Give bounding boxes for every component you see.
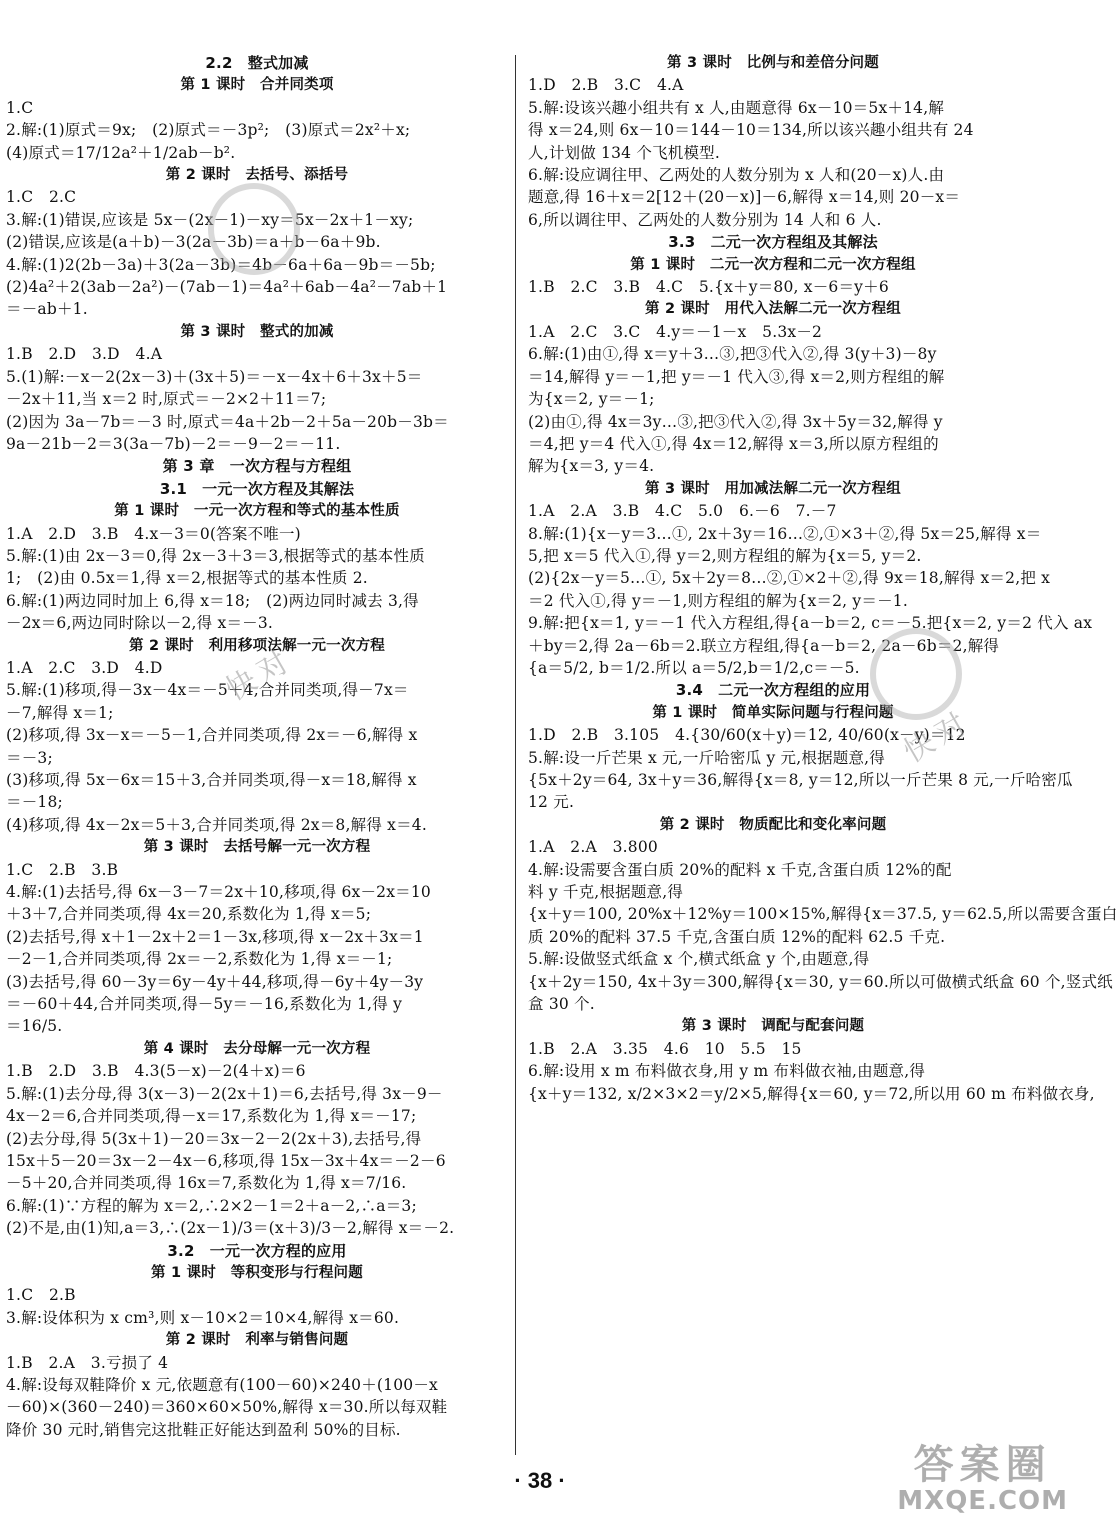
answer-line: 1.B 2.A 3.亏损了 4 [6,1353,169,1372]
answer-line: (2){2x－y＝5…①, 5x＋2y＝8…②,①×2＋②,得 9x＝18,解得 x＝2,把 x [528,569,1051,588]
answer-line: 解为{x＝3, y＝4. [528,457,655,476]
right-column [528,52,1117,1105]
watermark-text: 快对 [219,641,300,709]
answer-line: (2)去分母,得 5(3x＋1)－20＝3x－2－2(2x＋3),去括号,得 [6,1129,422,1148]
answer-line: {a＝5/2, b＝1/2.所以 a＝5/2,b＝1/2,c＝－5. [528,658,860,677]
answer-line: －5＋20,合并同类项,得 16x＝7,系数化为 1,得 x＝7/16. [6,1174,407,1193]
answer-line: (2)移项,得 3x－x＝－5－1,合并同类项,得 2x＝－6,解得 x [6,726,418,745]
section-heading: 第 3 课时 用加减法解二元一次方程组 [645,480,901,497]
answer-line: ＝4,把 y＝4 代入①,得 4x＝12,解得 x＝3,所以原方程组的 [528,434,939,453]
section-heading: 第 2 课时 物质配比和变化率问题 [659,816,887,833]
answer-line: 1.C 2.B 3.B [6,860,119,879]
answer-line: －7,解得 x＝1; [6,703,114,722]
section-heading: 第 1 课时 二元一次方程和二元一次方程组 [630,256,916,273]
answer-line: 为{x＝2, y＝－1; [528,390,655,409]
answer-line: (2)不是,由(1)知,a＝3,∴(2x－1)/3＝(x＋3)/3－2,解得 x＝－2. [6,1219,455,1238]
answer-line: 1.D 2.B 3.C 4.A [528,76,684,95]
answer-line: 1.A 2.A 3.B 4.C 5.0 6.－6 7.－7 [528,502,837,521]
stamp-url: MXQE.COM [897,1486,1068,1517]
answer-line: (2)4a²＋2(3ab－2a²)－(7ab－1)＝4a²＋6ab－4a²－7ab＋1 [6,278,448,297]
answer-line: 1.D 2.B 3.105 4.{30/60(x＋y)＝12, 40/60(x－y)＝12 [528,726,966,745]
answer-line: 质 20%的配料 37.5 千克,含蛋白质 12%的配料 62.5 千克. [528,927,946,946]
answer-line: 5.解:设该兴趣小组共有 x 人,由题意得 6x－10＝5x＋14,解 [528,98,945,117]
answer-line: 15x＋5－20＝3x－2－4x－6,移项,得 15x－3x＋4x＝－2－6 [6,1151,446,1170]
answer-line: 3.解:(1)错误,应该是 5x－(2x－1)－xy＝5x－2x＋1－xy; [6,210,414,229]
section-heading: 3.1 一元一次方程及其解法 [159,479,355,498]
section-heading: 第 3 章 一次方程与方程组 [162,457,352,476]
answer-line: 1.C [6,98,34,117]
answer-line: (2)因为 3a－7b＝－3 时,原式＝4a＋2b－2＋5a－20b－3b＝ [6,412,449,431]
answer-line: 12 元. [528,793,575,812]
watermark-logo [208,183,300,275]
answer-line: (4)移项,得 4x－2x＝5＋3,合并同类项,得 2x＝8,解得 x＝4. [6,815,427,834]
answer-line: 人,计划做 134 个飞机模型. [528,143,720,162]
answer-line: 1.B 2.A 3.35 4.6 10 5.5 15 [528,1039,802,1058]
answer-line: (3)移项,得 5x－6x＝15＋3,合并同类项,得－x＝18,解得 x [6,771,417,789]
answer-line: (2)去括号,得 x＋1－2x＋2＝1－3x,移项,得 x－2x＋3x＝1 [6,927,424,946]
answer-line: ＝14,解得 y＝－1,把 y＝－1 代入③,得 x＝2,则方程组的解 [528,367,945,386]
answer-line: 5.解:(1)移项,得－3x－4x＝－5＋4,合并同类项,得－7x＝ [6,681,409,700]
section-heading: 第 3 课时 调配与配套问题 [681,1018,865,1035]
answer-line: 5.解:(1)去分母,得 3(x－3)－2(2x＋1)＝6,去括号,得 3x－9－ [6,1084,443,1103]
section-heading: 第 3 课时 去括号解一元一次方程 [143,839,371,856]
answer-line: ＝－18; [6,793,63,812]
answer-line: 1.A 2.C 3.D 4.D [6,658,163,677]
answer-line: ＋3＋7,合并同类项,得 4x＝20,系数化为 1,得 x＝5; [6,905,372,924]
answer-line: ＝2 代入①,得 y＝－1,则方程组的解为{x＝2, y＝－1. [528,591,908,610]
section-heading: 第 2 课时 利率与销售问题 [165,1332,349,1349]
section-heading: 第 2 课时 去括号、添括号 [165,167,349,184]
answer-line: 6.解:设应调往甲、乙两处的人数分别为 x 人和(20－x)人.由 [528,166,945,185]
section-heading: 第 4 课时 去分母解一元一次方程 [143,1040,371,1057]
answer-line: (2)错误,应该是(a＋b)－3(2a－3b)＝a＋b－6a＋9b. [6,233,381,252]
answer-line: 得 x＝24,则 6x－10＝144－10＝134,所以该兴趣小组共有 24 [528,121,974,140]
answer-line: 4.解:(1)2(2b－3a)＋3(2a－3b)＝4b－6a＋6a－9b＝－5b; [6,255,436,274]
answer-line: ＝－ab＋1. [6,300,88,319]
answer-line: 4.解:(1)去括号,得 6x－3－7＝2x＋10,移项,得 6x－2x＝10 [6,883,431,902]
section-heading: 第 1 课时 合并同类项 [180,77,334,94]
stamp-title: 答案圈 [913,1442,1052,1489]
answer-line: 6,所以调往甲、乙两处的人数分别为 14 人和 6 人. [528,210,882,229]
answer-line: 1.B 2.D 3.B 4.3(5－x)－2(4＋x)＝6 [6,1062,306,1081]
answer-line: 料 y 千克,根据题意,得 [528,883,684,902]
answer-line: 4.解:设每双鞋降价 x 元,依题意有(100－60)×240＋(100－x [6,1375,438,1394]
answer-line: 8.解:(1){x－y＝3…①, 2x＋3y＝16…②,①×3＋②,得 5x＝25,解得 x＝ [528,524,1042,543]
column-divider [515,55,516,1455]
answer-line: 降价 30 元时,销售完这批鞋正好能达到盈利 50%的目标. [6,1420,401,1439]
answer-line: 6.解:(1)两边同时加上 6,得 x＝18; (2)两边同时减去 3,得 [6,591,419,610]
answer-line: {x＋2y＝150, 4x＋3y＝300,解得{x＝30, y＝60.所以可做横式纸盒 60 个,竖式纸 [528,972,1113,991]
answer-line: (3)去括号,得 60－3y＝6y－4y＋44,移项,得－6y＋4y－3y [6,972,424,991]
answer-line: 1.C 2.B [6,1286,76,1305]
answer-line: 1.C 2.C [6,188,77,207]
answer-line: 9.解:把{x＝1, y＝－1 代入方程组,得{a－b＝2, c＝－5.把{x＝2, y＝2 代入 ax [528,614,1093,633]
answer-line: 5.解:(1)由 2x－3＝0,得 2x－3＋3＝3,根据等式的基本性质 [6,546,425,565]
answer-line: 6.解:(1)∵方程的解为 x＝2,∴2×2－1＝2＋a－2,∴a＝3; [6,1196,417,1215]
section-heading: 第 3 课时 整式的加减 [180,323,334,340]
answer-line: 1.A 2.C 3.C 4.y＝－1－x 5.3x－2 [528,322,823,341]
answer-line: 盒 30 个. [528,995,595,1014]
answer-line: {x＋y＝132, x/2×3×2＝y/2×5,解得{x＝60, y＝72,所以用 60 m 布料做衣身, [528,1084,1095,1103]
site-stamp [897,1443,1068,1516]
section-heading: 第 3 课时 比例与和差倍分问题 [667,55,879,71]
answer-line: 5.解:设一斤芒果 x 元,一斤哈密瓜 y 元,根据题意,得 [528,748,885,767]
answer-line: －2x＝6,两边同时除以－2,得 x＝－3. [6,614,274,633]
section-heading: 第 1 课时 等积变形与行程问题 [151,1264,363,1281]
page-number: · 38 · [514,1468,566,1493]
answer-line: －60)×(360－240)＝360×60×50%,解得 x＝30.所以每双鞋 [6,1398,448,1417]
answer-line: 4x－2＝6,合并同类项,得－x＝17,系数化为 1,得 x＝－17; [6,1107,417,1126]
answer-line: ＋by＝2,得 2a－6b＝2.联立方程组,得{a－b＝2, 2a－6b＝2,解得 [528,636,1000,655]
answer-line: －2－1,合并同类项,得 2x＝－2,系数化为 1,得 x＝－1; [6,950,393,969]
section-heading: 第 2 课时 利用移项法解一元一次方程 [129,637,385,654]
answer-line: 9a－21b－2＝3(3a－7b)－2＝－9－2＝－11. [6,434,341,453]
answer-line: {x＋y＝100, 20%x＋12%y＝100×15%,解得{x＝37.5, y＝62.5,所以需要含蛋白 [528,905,1117,924]
answer-line: 1.A 2.A 3.800 [528,838,658,857]
answer-line: 3.解:设体积为 x cm³,则 x－10×2＝10×4,解得 x＝60. [6,1308,400,1327]
answer-line: ＝－60＋44,合并同类项,得－5y＝－16,系数化为 1,得 y [6,995,403,1014]
section-heading: 第 1 课时 一元一次方程和等式的基本性质 [114,503,400,520]
answer-line: 5,把 x＝5 代入①,得 y＝2,则方程组的解为{x＝5, y＝2. [528,546,922,565]
answer-line: 6.解:(1)由①,得 x＝y＋3…③,把③代入②,得 3(y＋3)－8y [528,345,937,364]
answer-line: －2x＋11,当 x＝2 时,原式＝－2×2＋11＝7; [6,390,327,409]
answer-line: 1; (2)由 0.5x＝1,得 x＝2,根据等式的基本性质 2. [6,569,368,588]
answer-line: 1.B 2.C 3.B 4.C 5.{x＋y＝80, x－6＝y＋6 [528,278,889,297]
section-heading: 第 1 课时 简单实际问题与行程问题 [652,704,894,721]
answer-line: ＝16/5. [6,1017,63,1036]
answer-line: 6.解:设用 x m 布料做衣身,用 y m 布料做衣袖,由题意,得 [528,1062,926,1081]
section-heading: 3.2 一元一次方程的应用 [167,1241,347,1260]
answer-line: 1.A 2.D 3.B 4.x－3＝0(答案不唯一) [6,524,301,543]
answer-line: {5x＋2y＝64, 3x＋y＝36,解得{x＝8, y＝12,所以一斤芒果 8 元,一斤哈密瓜 [528,771,1073,789]
section-heading: 2.2 整式加减 [205,54,309,72]
answer-line: 2.解:(1)原式＝9x; (2)原式＝－3p²; (3)原式＝2x²＋x; [6,121,411,140]
answer-line: 1.B 2.D 3.D 4.A [6,345,163,364]
answer-line: 5.(1)解:－x－2(2x－3)＋(3x＋5)＝－x－4x＋6＋3x＋5＝ [6,367,423,386]
answer-line: (2)由①,得 4x＝3y…③,把③代入②,得 3x＋5y＝32,解得 y [528,412,943,431]
watermark-text: 快对 [897,703,978,771]
answer-line: 5.解:设做竖式纸盒 x 个,横式纸盒 y 个,由题意,得 [528,950,870,969]
answer-line: ＝－3; [6,748,53,767]
section-heading: 3.3 二元一次方程组及其解法 [668,233,878,252]
answer-line: 题意,得 16＋x＝2[12＋(20－x)]－6,解得 x＝14,则 20－x＝ [528,188,961,207]
section-heading: 第 2 课时 用代入法解二元一次方程组 [645,301,901,318]
answer-line: (4)原式＝17/12a²＋1/2ab－b². [6,143,236,162]
answer-line: 4.解:设需要含蛋白质 20%的配料 x 千克,含蛋白质 12%的配 [528,860,952,879]
section-heading: 3.4 二元一次方程组的应用 [675,681,871,700]
